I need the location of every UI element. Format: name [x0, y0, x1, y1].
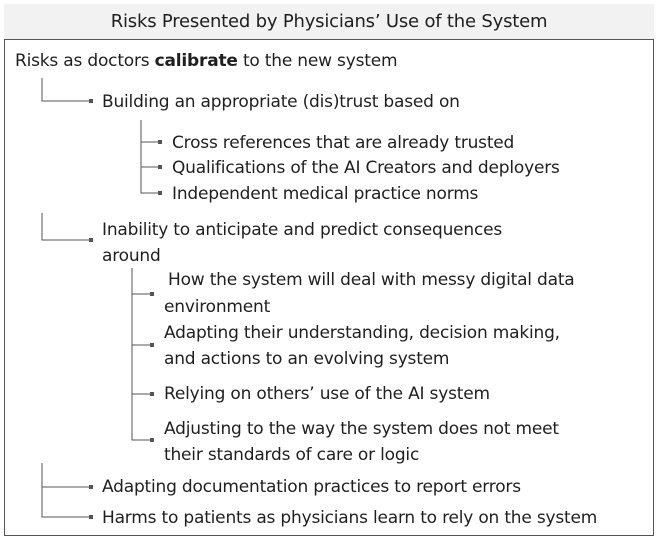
node-messy-data-line-1: How the system will deal with messy digital data: [168, 270, 575, 290]
root-prefix: Risks as doctors: [15, 51, 155, 71]
bullet-qualifications: [158, 165, 162, 169]
node-adapting-understanding-line-2: and actions to an evolving system: [164, 349, 450, 369]
diagram-title: Risks Presented by Physicians’ Use of the System: [4, 4, 654, 40]
bullet-cross-references: [158, 140, 162, 144]
node-independent-norms: Independent medical practice norms: [172, 184, 479, 204]
node-cross-references: Cross references that are already trusted: [172, 133, 515, 153]
bullet-independent-norms: [158, 191, 162, 195]
connector-cross-references: [141, 120, 160, 142]
connector-building: [42, 78, 90, 101]
connector-qualifications: [141, 142, 160, 167]
bullet-messy-data: [150, 292, 154, 296]
bullet-inability: [89, 238, 93, 242]
node-inability-line-2: around: [102, 246, 161, 266]
bullet-harms: [89, 515, 93, 519]
connector-inability: [42, 213, 90, 240]
connector-adjusting-standards: [132, 394, 152, 440]
root-node: [15, 48, 397, 74]
node-qualifications: Qualifications of the AI Creators and deployers: [172, 158, 560, 178]
root-emphasis: calibrate: [154, 51, 238, 71]
node-adapting-understanding-line-1: Adapting their understanding, decision making,: [164, 323, 560, 343]
bullet-building: [89, 99, 93, 103]
node-adjusting-standards-line-2: their standards of care or logic: [164, 445, 420, 465]
connector-documentation: [42, 463, 90, 487]
bullet-adjusting-standards: [150, 438, 154, 442]
node-adjusting-standards-line-1: Adjusting to the way the system does not meet: [164, 419, 559, 439]
node-messy-data-line-2: environment: [164, 297, 271, 317]
connector-relying-others: [132, 345, 152, 394]
bullet-adapting-understanding: [150, 343, 154, 347]
root-suffix: to the new system: [237, 51, 398, 71]
bullet-documentation: [89, 485, 93, 489]
node-inability-line-1: Inability to anticipate and predict consequences: [102, 220, 503, 240]
connector-independent-norms: [141, 167, 160, 193]
connector-adapting-understanding: [132, 294, 152, 345]
bullet-relying-others: [150, 392, 154, 396]
node-relying-others: Relying on others’ use of the AI system: [164, 384, 490, 404]
node-harms-to-patients: Harms to patients as physicians learn to rely on the system: [102, 508, 598, 528]
connector-harms: [42, 487, 90, 517]
connector-messy-data: [132, 268, 152, 294]
node-building-trust: Building an appropriate (dis)trust based on: [102, 92, 460, 112]
node-documentation-practices: Adapting documentation practices to report errors: [102, 477, 521, 497]
